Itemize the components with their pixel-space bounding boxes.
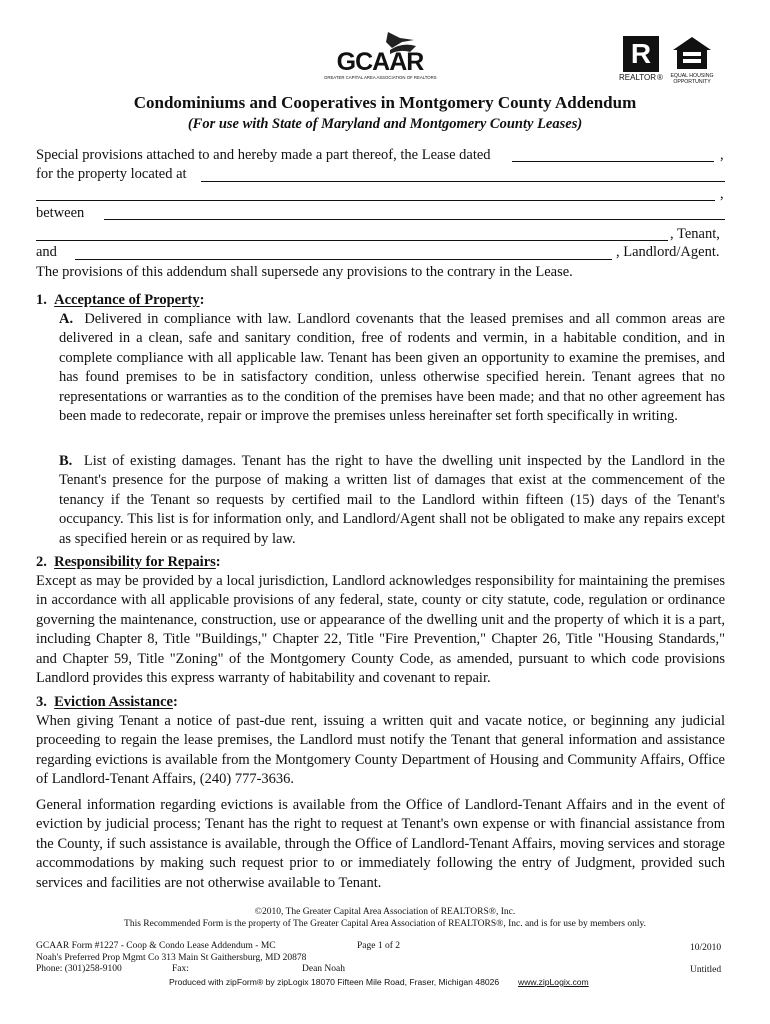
- equal-housing-logo: [668, 36, 716, 86]
- lease-date-label: Special provisions attached to and hereby made a part thereof, the Lease dated: [36, 147, 491, 163]
- section-3-text-1: When giving Tenant a notice of past-due rent, issuing a written quit and vacate notice, or beginning any judicial proceeding to regain the lease premises, the Landlord must notify the Tenant that general information and assistance regarding evictions is available from the Montgomery County Department of Housing and Community Affairs, Office of Landlord-Tenant Affairs, (240) 777-3636.: [36, 713, 725, 788]
- property-address-field[interactable]: [201, 181, 725, 182]
- document-title: Condominiums and Cooperatives in Montgomery County Addendum: [133, 93, 637, 112]
- tenant-label: , Tenant,: [670, 226, 720, 242]
- section-3-text-2: General information regarding evictions is available from the Office of Landlord-Tenant Affairs and in the event of eviction by judicial process; Tenant has the right to request at Tenant's own expense or with financial assistance from the County, if such assistance is available, through the Office of Landlord-Tenant Affairs, moving services and storage accommodations by making such request prior to or immediately following the entry of Judgment, provided such services and facilities are not otherwise available to Tenant.: [36, 797, 725, 891]
- section-1b-text: B. List of existing damages. Tenant has the right to have the dwelling unit inspected by the Landlord in the Tenant's presence for the purpose of making a written list of damages that exist at the commencement of the tenancy if the Tenant so requests by certified mail to the Landlord within fifteen (15) days of the Tenant's occupancy. This list is for information only, and Landlord/Agent shall not be obligated to make any repairs except as specified herein or as required by law.: [59, 453, 725, 547]
- footer-phone: Phone: (301)258-9100: [36, 964, 122, 974]
- property-label: for the property located at: [36, 166, 187, 182]
- gcaar-wordmark: GCAAR: [336, 48, 424, 76]
- section-3-heading: 3. Eviction Assistance:: [36, 694, 178, 710]
- between-field[interactable]: [104, 219, 725, 220]
- section-2-heading: 2. Responsibility for Repairs:: [36, 554, 221, 570]
- footer-document-name: Untitled: [690, 965, 722, 975]
- footer-notice: This Recommended Form is the property of The Greater Capital Area Association of REALTORS®, Inc. and is for use by members only.: [124, 919, 646, 929]
- realtor-r-icon: R: [630, 38, 652, 69]
- realtor-logo: [619, 36, 665, 84]
- section-1-heading: 1. Acceptance of Property:: [36, 292, 205, 308]
- realtor-label: REALTOR®: [619, 73, 663, 82]
- and-label: and: [36, 244, 57, 260]
- footer-fax: Fax:: [172, 964, 189, 974]
- tenant-field[interactable]: [36, 240, 668, 241]
- between-label: between: [36, 205, 85, 221]
- footer-website-link[interactable]: www.zipLogix.com: [518, 977, 589, 987]
- lease-date-field[interactable]: [512, 161, 714, 162]
- eho-label-2: OPPORTUNITY: [673, 79, 711, 85]
- landlord-label: , Landlord/Agent.: [616, 244, 720, 260]
- equal-housing-icon: [672, 36, 712, 70]
- footer-company: Noah's Preferred Prop Mgmt Co 313 Main St Gaithersburg, MD 20878: [36, 953, 307, 963]
- gcaar-logo: [324, 28, 437, 84]
- landlord-field[interactable]: [75, 259, 612, 260]
- footer-agent: Dean Noah: [302, 964, 345, 974]
- property-address-comma: ,: [720, 186, 724, 202]
- section-2-text: Except as may be provided by a local jurisdiction, Landlord acknowledges responsibility for maintaining the premises in accordance with all applicable provisions of any federal, state, county or city statute, code, regulation or ordinance governing the maintenance, construction, use or appearance of the dwelling unit and the property of which it is a part, including Chapter 8, Title "Buildings," Chapter 22, Title "Fire Prevention," Chapter 26, Title "Housing Standards," and Chapter 59, Title "Zoning" of the Montgomery County Code, as amended, pursuant to which code provisions Landlord provides this express warranty of habitability and covenant to repair.: [36, 573, 725, 687]
- footer-form-id: GCAAR Form #1227 - Coop & Condo Lease Addendum - MC: [36, 941, 276, 951]
- realtor-block: [623, 36, 659, 72]
- footer-page-number: Page 1 of 2: [357, 941, 401, 951]
- footer-produced-by: Produced with zipForm® by zipLogix 18070 Fifteen Mile Road, Fraser, Michigan 48026: [169, 977, 500, 987]
- footer-copyright: ©2010, The Greater Capital Area Association of REALTORS®, Inc.: [254, 907, 516, 917]
- gcaar-tagline: GREATER CAPITAL AREA ASSOCIATION OF REALTORS: [324, 75, 437, 80]
- supersede-notice: The provisions of this addendum shall supersede any provisions to the contrary in the Lease.: [36, 264, 573, 280]
- footer-date: 10/2010: [690, 943, 722, 953]
- section-1a-text: A. Delivered in compliance with law. Landlord covenants that the leased premises and all common areas are delivered in a clean, safe and sanitary condition, free of rodents and vermin, in a habitable condition, and in complete compliance with all applicable law. Tenant has been given an opportunity to examine the premises, and has found premises to be in satisfactory condition, unless otherwise specified herein. Tenant agrees that no representations or warranties as to the condition of the premises have been made; and that no other agreement has been made to redecorate, repair or improve the premises unless hereinafter set forth specifically in writing.: [59, 311, 725, 425]
- lease-date-comma: ,: [720, 147, 724, 163]
- eho-label-1: EQUAL HOUSING: [670, 73, 714, 79]
- document-subtitle: (For use with State of Maryland and Montgomery County Leases): [187, 116, 583, 132]
- property-address-field-2[interactable]: [36, 200, 715, 201]
